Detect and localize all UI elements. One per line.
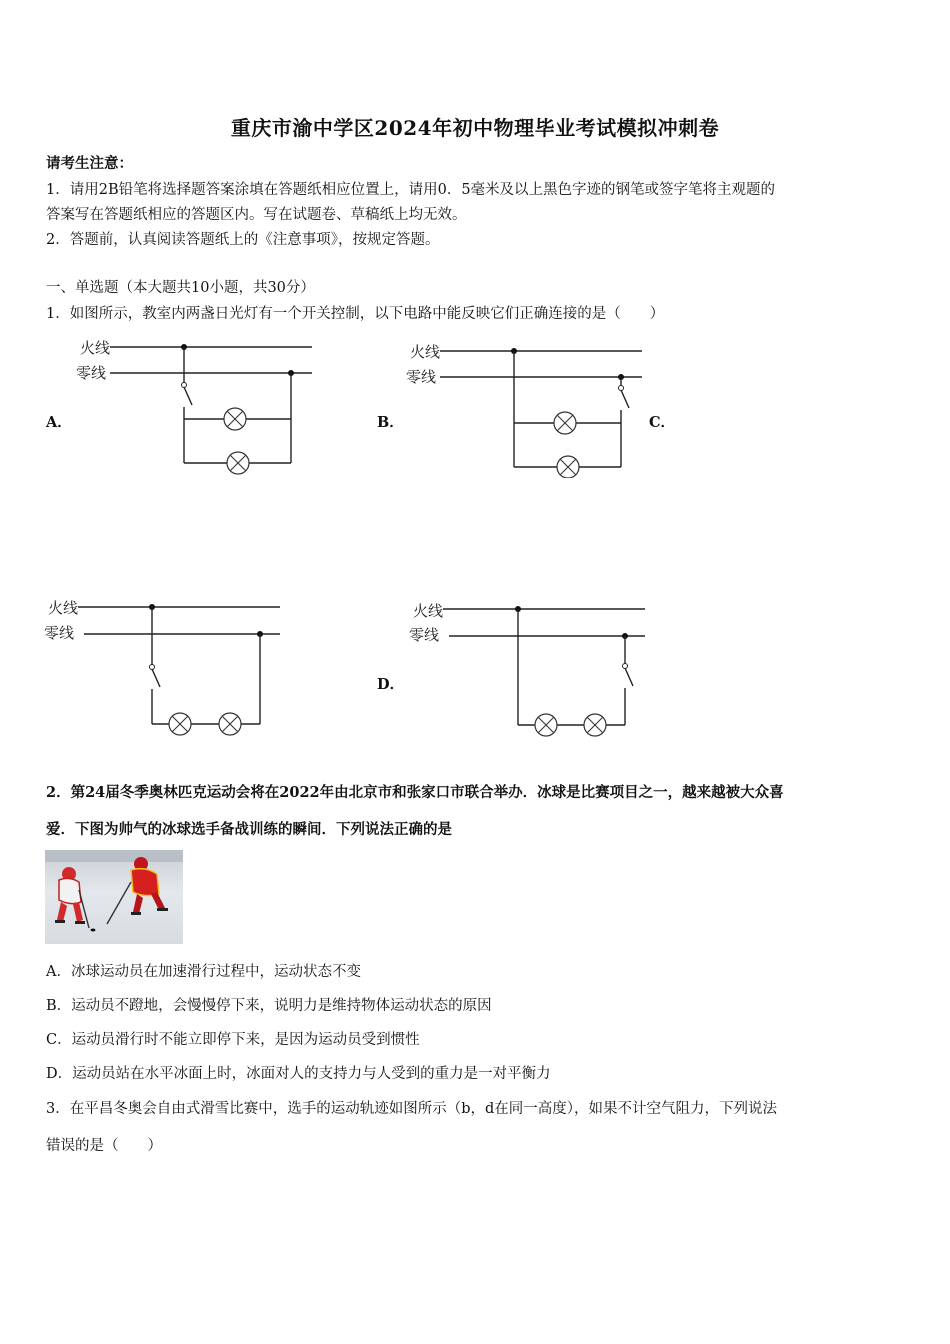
question-1-stem: 1．如图所示，教室内两盏日光灯有一个开关控制，以下电路中能反映它们正确连接的是（ ） bbox=[46, 306, 665, 322]
question-3-stem-line-1: 3．在平昌冬奥会自由式滑雪比赛中，选手的运动轨迹如图所示（b，d在同一高度），如果不计空气阻力，下列说法 bbox=[46, 1101, 778, 1117]
circuit-b-neutral-label: 零线 bbox=[406, 368, 437, 386]
circuit-d-live-label: 火线 bbox=[413, 602, 444, 620]
circuit-d-diagram bbox=[405, 598, 655, 743]
circuit-b-live-label: 火线 bbox=[410, 343, 441, 361]
question-2-stem-line-1: 2．第24届冬季奥林匹克运动会将在2022年由北京市和张家口市联合举办．冰球是比赛项目之一，越来越被大众喜 bbox=[46, 784, 784, 801]
page-title: 重庆市渝中学区2024年初中物理毕业考试模拟冲刺卷 bbox=[230, 116, 720, 140]
circuit-c-neutral-label: 零线 bbox=[44, 624, 75, 642]
notice-item-1-line-1: 1．请用2B铅笔将选择题答案涂填在答题纸相应位置上，请用0．5毫米及以上黑色字迹的钢笔或签字笔将主观题的 bbox=[46, 182, 776, 198]
q2-option-b: B．运动员不蹬地，会慢慢停下来，说明力是维持物体运动状态的原因 bbox=[46, 998, 492, 1014]
circuit-a-live-label: 火线 bbox=[80, 339, 111, 357]
section-heading: 一、单选题（本大题共10小题，共30分） bbox=[46, 280, 315, 296]
q1-option-c-label: C． bbox=[649, 414, 676, 431]
q1-option-b-label: B． bbox=[377, 414, 404, 431]
circuit-b-diagram bbox=[400, 338, 650, 478]
circuit-a-neutral-label: 零线 bbox=[76, 364, 107, 382]
notice-item-1-line-2: 答案写在答题纸相应的答题区内。写在试题卷、草稿纸上均无效。 bbox=[46, 207, 467, 223]
q2-option-c: C．运动员滑行时不能立即停下来，是因为运动员受到惯性 bbox=[46, 1032, 420, 1048]
question-2-stem-line-2: 爱．下图为帅气的冰球选手备战训练的瞬间．下列说法正确的是 bbox=[46, 821, 452, 838]
circuit-c-live-label: 火线 bbox=[48, 599, 79, 617]
circuit-c-diagram bbox=[40, 595, 290, 740]
question-3-stem-line-2: 错误的是（ ） bbox=[46, 1138, 162, 1154]
notice-item-2: 2．答题前，认真阅读答题纸上的《注意事项》，按规定答题。 bbox=[46, 232, 440, 248]
ice-hockey-photo bbox=[45, 850, 183, 944]
circuit-a-diagram bbox=[70, 335, 320, 475]
q1-option-d-label: D． bbox=[377, 676, 405, 693]
circuit-d-neutral-label: 零线 bbox=[409, 626, 440, 644]
notice-heading: 请考生注意： bbox=[46, 155, 133, 172]
q2-option-d: D．运动员站在水平冰面上时，冰面对人的支持力与人受到的重力是一对平衡力 bbox=[46, 1066, 551, 1082]
q2-option-a: A．冰球运动员在加速滑行过程中，运动状态不变 bbox=[46, 964, 361, 980]
q1-option-a-label: A． bbox=[46, 414, 72, 431]
